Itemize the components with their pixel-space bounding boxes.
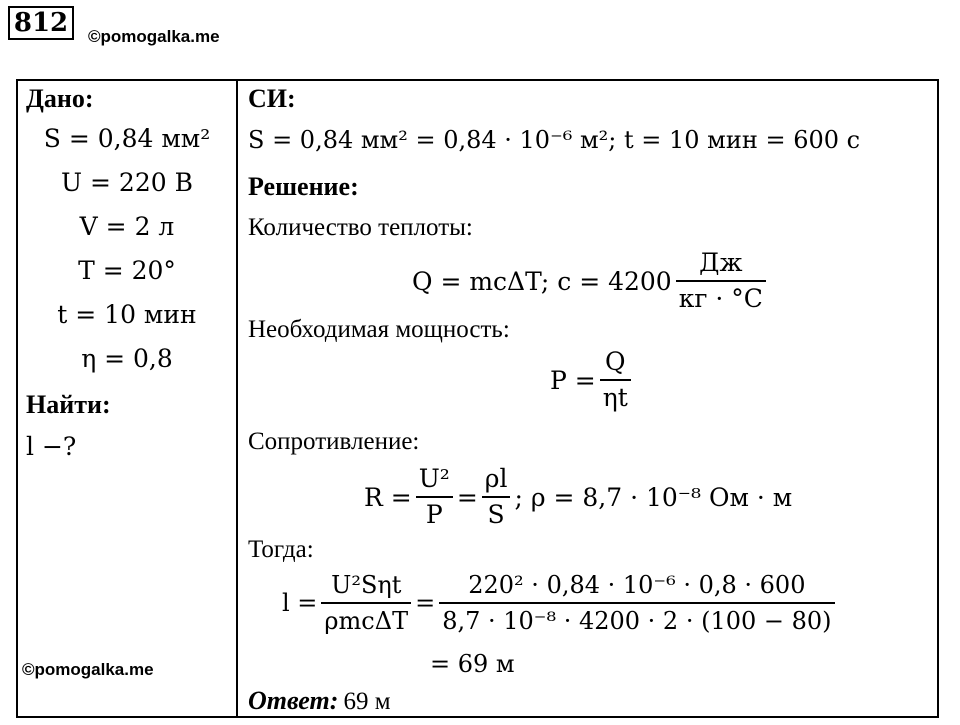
problem-number: 812	[8, 6, 74, 40]
given-temperature: T = 20°	[78, 256, 176, 285]
given-voltage: U = 220 В	[61, 168, 193, 197]
then-label: Тогда:	[248, 536, 314, 563]
resistance-denominator-2: S	[487, 500, 505, 529]
answer-label: Ответ:	[248, 686, 339, 715]
length-numerator-2: 220² · 0,84 · 10⁻⁶ · 0,8 · 600	[439, 568, 834, 604]
find-value: l −?	[26, 432, 77, 461]
length-fraction-1	[321, 568, 411, 638]
heat-unit-numerator: Дж	[676, 246, 766, 282]
power-label: Необходимая мощность:	[248, 316, 510, 343]
given-header: Дано:	[26, 84, 94, 113]
power-numerator: Q	[600, 345, 631, 381]
heat-unit-fraction	[676, 246, 766, 316]
resistance-label: Сопротивление:	[248, 428, 420, 455]
answer-line	[248, 686, 391, 716]
heat-formula	[412, 246, 770, 316]
heat-formula-lhs: Q = mcΔT; c = 4200	[412, 266, 672, 296]
resistance-fraction-2	[482, 462, 511, 532]
resistance-numerator-2: ρl	[482, 462, 511, 498]
power-lhs: P =	[550, 365, 596, 395]
si-conversion: S = 0,84 мм² = 0,84 · 10⁻⁶ м²; t = 10 мин = 600 c	[248, 126, 861, 154]
power-formula	[550, 345, 635, 415]
resistance-rhs: ; ρ = 8,7 · 10⁻⁸ Ом · м	[514, 482, 793, 512]
power-fraction	[600, 345, 631, 415]
watermark-bottom: ©pomogalka.me	[22, 660, 154, 679]
given-efficiency: η = 0,8	[81, 344, 173, 373]
length-numerator-1: U²Sηt	[321, 568, 411, 604]
heat-label: Количество теплоты:	[248, 214, 473, 241]
answer-value: 69 м	[343, 688, 391, 715]
heat-unit-denominator: кг · °C	[678, 284, 763, 313]
given-time: t = 10 мин	[57, 300, 197, 329]
resistance-fraction-1	[416, 462, 453, 532]
find-header: Найти:	[26, 390, 111, 419]
length-denominator-2: 8,7 · 10⁻⁸ · 4200 · 2 · (100 − 80)	[442, 607, 832, 635]
resistance-numerator-1: U²	[416, 462, 453, 498]
resistance-lhs: R =	[364, 482, 412, 512]
length-fraction-2	[439, 568, 834, 638]
length-result: = 69 м	[430, 650, 515, 678]
given-volume: V = 2 л	[79, 212, 175, 241]
given-area: S = 0,84 мм²	[43, 124, 211, 153]
power-denominator: ηt	[602, 383, 628, 412]
length-formula: l = $\frac{\text{U²Sηt}}{\text{ρmcΔT}}$ = $\frac{\text{220² · 0,84 · 10⁻⁶ · 0,8 · 600}}{\text{8,7 · 10⁻⁸ · 4200 · 2 · (100 − 80)}}$	[282, 568, 839, 638]
watermark-top: ©pomogalka.me	[88, 27, 220, 46]
si-header: СИ:	[248, 84, 296, 113]
resistance-denominator-1: P	[425, 500, 443, 529]
length-denominator-1: ρmcΔT	[324, 607, 409, 635]
solution-header: Решение:	[248, 172, 359, 201]
length-lhs: l =	[282, 589, 318, 617]
resistance-formula: R = $\frac{\text{U²}}{P}$ = $\frac{\rho l}{S}$ ; ρ = 8,7 · 10⁻⁸ Ом · м	[364, 462, 792, 532]
